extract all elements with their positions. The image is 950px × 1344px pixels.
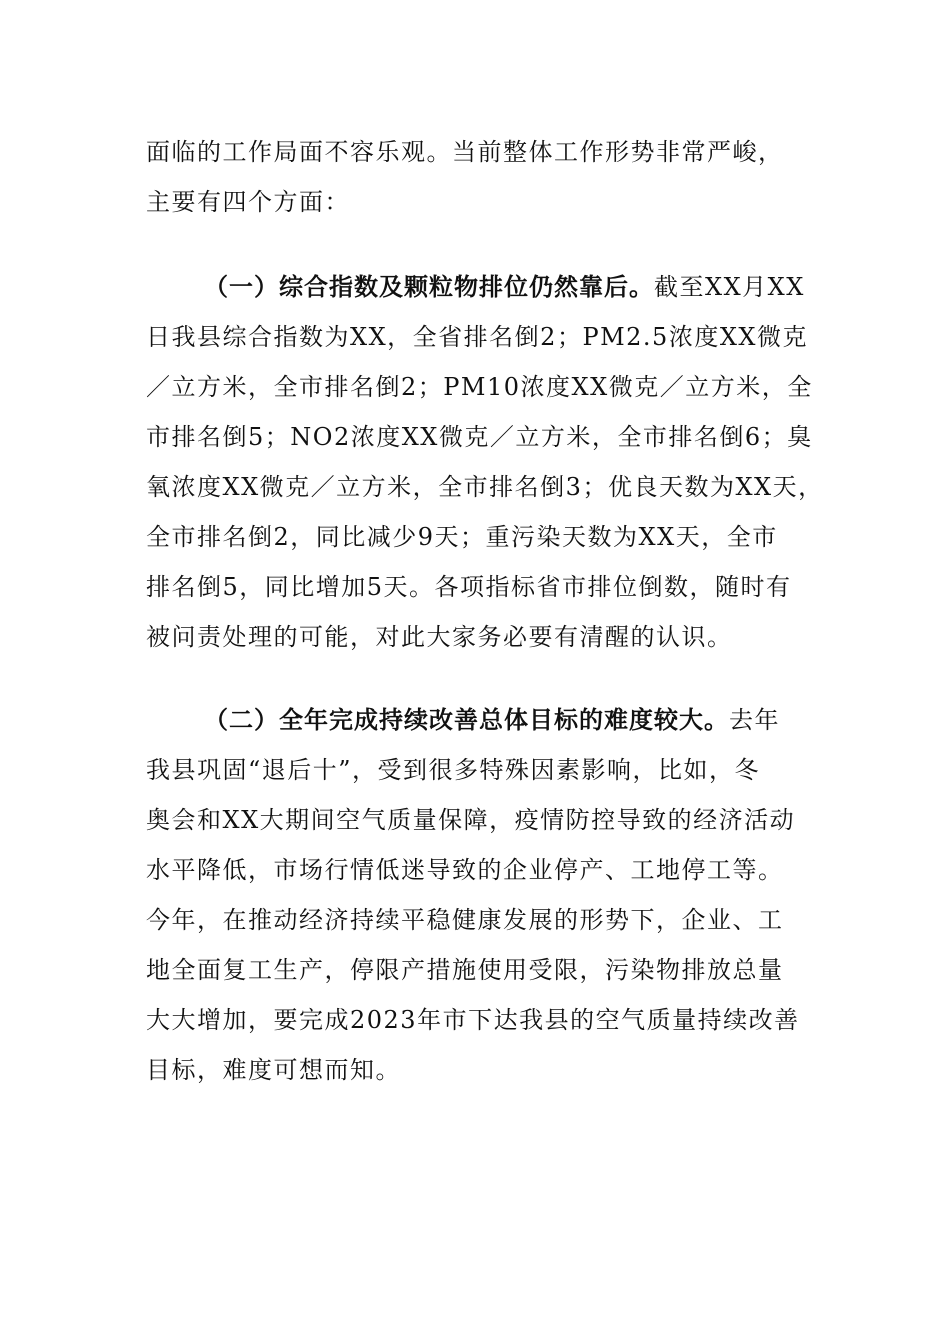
section2-first-line bbox=[204, 703, 780, 737]
section1-line-3: 市排名倒5；NO2浓度XX微克／立方米，全市排名倒6；臭 bbox=[146, 423, 813, 451]
intro-line-2: 主要有四个方面： bbox=[146, 188, 350, 216]
section1-line-2: ／立方米，全市排名倒2；PM10浓度XX微克／立方米，全 bbox=[146, 373, 813, 401]
section2-heading: （二）全年完成持续改善总体目标的难度较大。 bbox=[204, 706, 729, 734]
intro-line-1: 面临的工作局面不容乐观。当前整体工作形势非常严峻， bbox=[146, 138, 784, 166]
section2-line-2: 奥会和XX大期间空气质量保障，疫情防控导致的经济活动 bbox=[146, 806, 796, 834]
section2-line-5: 地全面复工生产，停限产措施使用受限，污染物排放总量 bbox=[146, 956, 784, 984]
section1-line-4: 氧浓度XX微克／立方米，全市排名倒3；优良天数为XX天， bbox=[146, 473, 824, 501]
section1-first-line bbox=[204, 270, 805, 304]
section1-line-0: 截至XX月XX bbox=[654, 273, 805, 301]
section1-line-1: 日我县综合指数为XX，全省排名倒2；PM2.5浓度XX微克 bbox=[146, 323, 809, 351]
section2-line-1: 我县巩固“退后十”，受到很多特殊因素影响，比如，冬 bbox=[146, 756, 761, 784]
section1-heading: （一）综合指数及颗粒物排位仍然靠后。 bbox=[204, 273, 654, 301]
section2-line-0: 去年 bbox=[729, 706, 780, 734]
section1-line-6: 排名倒5，同比增加5天。各项指标省市排位倒数，随时有 bbox=[146, 573, 792, 601]
section2-line-6: 大大增加，要完成2023年市下达我县的空气质量持续改善 bbox=[146, 1006, 800, 1034]
section2-line-7: 目标，难度可想而知。 bbox=[146, 1056, 401, 1084]
section1-line-7: 被问责处理的可能，对此大家务必要有清醒的认识。 bbox=[146, 623, 733, 651]
section2-line-3: 水平降低，市场行情低迷导致的企业停产、工地停工等。 bbox=[146, 856, 784, 884]
section2-line-4: 今年，在推动经济持续平稳健康发展的形势下，企业、工 bbox=[146, 906, 784, 934]
section1-line-5: 全市排名倒2，同比减少9天；重污染天数为XX天，全市 bbox=[146, 523, 778, 551]
